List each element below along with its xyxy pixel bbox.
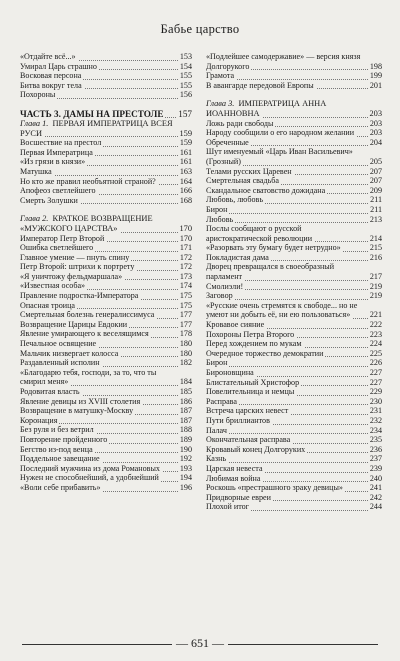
toc-entry[interactable] xyxy=(206,186,382,196)
entry-title: Без руля и без ветрил xyxy=(20,425,94,435)
entry-page-number: 187 xyxy=(179,415,192,425)
entry-title: Похороны Петра Второго xyxy=(206,329,295,339)
toc-entry[interactable] xyxy=(206,128,382,138)
entry-page-number: 161 xyxy=(179,157,192,167)
entry-title: ПЕРВАЯ ИМПЕРАТРИЦА ВСЕЯ РУСИ xyxy=(20,118,173,138)
toc-entry[interactable] xyxy=(20,464,192,474)
entry-title: ЧАСТЬ 3. ДАМЫ НА ПРЕСТОЛЕ xyxy=(20,108,164,119)
entry-title: Но кто же правил необъятной страной? xyxy=(20,176,156,186)
entry-page-number: 184 xyxy=(179,377,192,387)
entry-title: Апофеоз светлейшего xyxy=(20,186,96,196)
entry-title: Опасная троица xyxy=(20,300,76,310)
page-number: — 651 — xyxy=(176,636,224,650)
entry-title: Родовитая власть xyxy=(20,387,80,396)
toc-entry[interactable] xyxy=(206,368,382,378)
toc-entry[interactable] xyxy=(20,416,192,426)
toc-entry[interactable] xyxy=(206,243,382,253)
toc-entry[interactable] xyxy=(20,349,192,359)
toc-entry[interactable] xyxy=(20,435,192,445)
chapter-number: Глава 3. xyxy=(206,99,237,109)
entry-page-number: 205 xyxy=(369,156,382,166)
toc-entry[interactable] xyxy=(206,406,382,416)
entry-title: Любимая война xyxy=(206,473,261,483)
toc-entry[interactable] xyxy=(206,358,382,368)
entry-title: «Воли себе прибавить» xyxy=(20,482,101,492)
toc-entry[interactable] xyxy=(20,291,192,301)
entry-page-number: 217 xyxy=(369,272,382,282)
entry-title: Матушка xyxy=(20,166,52,176)
toc-entry[interactable] xyxy=(20,310,192,320)
toc-entry[interactable] xyxy=(206,291,382,301)
entry-page-number: 164 xyxy=(179,176,192,186)
toc-entry[interactable] xyxy=(206,262,382,281)
toc-entry[interactable] xyxy=(20,339,192,349)
entry-title: Бирон xyxy=(206,204,228,214)
entry-page-number: 186 xyxy=(179,396,192,406)
toc-entry[interactable] xyxy=(206,416,382,426)
entry-title: Роскошь «престрашного зраку девицы» xyxy=(206,483,343,493)
toc-entry[interactable] xyxy=(20,138,192,148)
toc-entry[interactable] xyxy=(20,90,192,100)
toc-entry[interactable] xyxy=(206,224,382,243)
entry-page-number: 172 xyxy=(179,262,192,272)
toc-entry[interactable] xyxy=(206,349,382,359)
toc-entry[interactable] xyxy=(206,119,382,129)
entry-title: Встреча царских невест xyxy=(206,406,289,416)
toc-entry[interactable] xyxy=(206,215,382,225)
entry-page-number: 203 xyxy=(369,118,382,128)
entry-title: Плохой итог xyxy=(206,502,249,512)
toc-entry[interactable] xyxy=(206,205,382,215)
entry-title: «Известная особа» xyxy=(20,281,86,291)
entry-page-number: 237 xyxy=(369,454,382,464)
entry-title: Возвращение в матушку-Москву xyxy=(20,406,134,416)
entry-title: Нужен не способнейший, а удобнейший xyxy=(20,473,159,483)
dot-leader xyxy=(206,462,368,463)
entry-title: Повторение пройденного xyxy=(20,434,108,444)
entry-page-number: 178 xyxy=(179,329,192,339)
toc-entry[interactable] xyxy=(20,186,192,196)
toc-entry[interactable] xyxy=(20,253,192,263)
toc-entry[interactable] xyxy=(206,435,382,445)
entry-page-number: 163 xyxy=(179,166,192,176)
entry-page-number: 201 xyxy=(369,80,382,90)
entry-page-number: 156 xyxy=(179,90,192,100)
toc-entry[interactable] xyxy=(206,147,382,166)
entry-title: Последний мужчина из дома Романовых xyxy=(20,463,160,473)
entry-title: Печальное освящение xyxy=(20,339,97,349)
entry-page-number: 244 xyxy=(369,502,382,512)
toc-entry[interactable] xyxy=(20,281,192,291)
toc-entry[interactable] xyxy=(206,81,382,91)
entry-title: Умирал Царь страшно xyxy=(20,61,97,71)
entry-title: Император Петр Второй xyxy=(20,233,105,243)
entry-title: Казнь xyxy=(206,454,227,464)
entry-page-number: 203 xyxy=(369,128,382,138)
entry-title: Бироновщина xyxy=(206,368,254,377)
entry-title: «Отдайте всё...» xyxy=(20,52,76,61)
entry-page-number: 194 xyxy=(179,473,192,483)
entry-title: ИМПЕРАТРИЦА АННА ИОАННОВНА xyxy=(206,99,327,118)
toc-entry[interactable] xyxy=(20,234,192,244)
entry-page-number: 211 xyxy=(370,195,382,205)
entry-page-number: 224 xyxy=(369,339,382,349)
toc-entry[interactable] xyxy=(20,387,192,397)
entry-title: Ложь ради свободы xyxy=(206,118,274,128)
toc-entry[interactable] xyxy=(20,196,192,206)
entry-title: Главное умение — пнуть спину xyxy=(20,252,130,262)
entry-page-number: 204 xyxy=(369,137,382,147)
entry-page-number: 207 xyxy=(369,166,382,176)
entry-page-number: 196 xyxy=(179,482,192,492)
chapter-number: Глава 1. xyxy=(20,118,51,128)
entry-title: Окончательная расправа xyxy=(206,435,291,445)
entry-page-number: 171 xyxy=(179,243,192,253)
entry-page-number: 223 xyxy=(369,329,382,339)
entry-page-number: 225 xyxy=(369,348,382,358)
toc-entry[interactable] xyxy=(206,378,382,388)
toc-entry[interactable] xyxy=(206,445,382,455)
entry-page-number: 173 xyxy=(179,271,192,281)
toc-entry[interactable] xyxy=(206,138,382,148)
toc-entry[interactable] xyxy=(206,464,382,474)
entry-page-number: 154 xyxy=(179,61,192,71)
entry-page-number: 180 xyxy=(179,348,192,358)
toc-entry[interactable] xyxy=(206,52,382,71)
dot-leader xyxy=(206,366,368,367)
entry-page-number: 157 xyxy=(178,108,192,119)
entry-page-number: 155 xyxy=(179,80,192,90)
entry-title: Правление подростка-Императора xyxy=(20,291,139,301)
entry-page-number: 213 xyxy=(369,214,382,224)
entry-page-number: 235 xyxy=(369,435,382,445)
entry-title: Коронация xyxy=(20,415,58,425)
entry-page-number: 175 xyxy=(179,291,192,301)
toc-entry[interactable] xyxy=(206,195,382,205)
entry-page-number: 172 xyxy=(179,252,192,262)
entry-title: Покладистая дама xyxy=(206,252,269,262)
entry-title: Битва вокруг тела xyxy=(20,80,82,90)
entry-title: Телами русских Царевен xyxy=(206,166,292,176)
toc-entry[interactable] xyxy=(206,176,382,186)
entry-page-number: 214 xyxy=(369,233,382,243)
entry-page-number: 227 xyxy=(369,377,382,387)
toc-entry[interactable] xyxy=(20,329,192,339)
entry-title: Смолиэли! xyxy=(206,281,244,291)
toc-entry[interactable] xyxy=(20,177,192,187)
toc-entry[interactable] xyxy=(206,483,382,493)
entry-title: Скандальное сватовство дожидана xyxy=(206,185,326,195)
entry-page-number: 177 xyxy=(179,310,192,320)
entry-page-number: 174 xyxy=(179,281,192,291)
entry-page-number: 219 xyxy=(369,281,382,291)
toc-entry[interactable] xyxy=(206,301,382,320)
entry-title: Первая Императрица xyxy=(20,147,93,157)
entry-page-number: 199 xyxy=(369,71,382,81)
toc-entry[interactable] xyxy=(206,320,382,330)
entry-title: Раздавленный исполин xyxy=(20,358,100,368)
toc-entry[interactable] xyxy=(20,157,192,167)
toc-entry[interactable] xyxy=(20,167,192,177)
section-gap xyxy=(20,205,192,214)
entry-title: «Разорвать эту бумагу будет нетрудно» xyxy=(206,243,341,253)
entry-title: Дворец превращался в своеобразный парламент xyxy=(206,262,335,282)
entry-page-number: 215 xyxy=(369,243,382,253)
entry-page-number: 231 xyxy=(369,406,382,416)
entry-title: Шут именуемый «Царь Иван Васильевич» (Грозный) xyxy=(206,147,353,166)
entry-title: Восковая персона xyxy=(20,71,82,81)
toc-entry[interactable] xyxy=(20,368,192,387)
toc-entry[interactable] xyxy=(20,148,192,158)
toc-entry[interactable] xyxy=(206,426,382,436)
entry-page-number: 242 xyxy=(369,492,382,502)
entry-title: Явление девицы из XVIII столетия xyxy=(20,396,141,406)
entry-title: Поддельное завещание xyxy=(20,454,100,464)
entry-title: Придворные евреи xyxy=(206,492,271,502)
entry-title: Смерть Золушки xyxy=(20,195,78,205)
toc-entry[interactable] xyxy=(20,406,192,416)
toc-entry[interactable] xyxy=(206,282,382,292)
entry-page-number: 168 xyxy=(179,195,192,205)
toc-entry[interactable] xyxy=(206,167,382,177)
toc-entry[interactable] xyxy=(20,52,192,62)
toc-entry[interactable] xyxy=(20,71,192,81)
entry-title: Возвращение Царицы Евдокии xyxy=(20,319,128,329)
section-gap xyxy=(20,100,192,109)
entry-page-number: 155 xyxy=(179,71,192,81)
entry-page-number: 232 xyxy=(369,415,382,425)
entry-page-number: 190 xyxy=(179,444,192,454)
entry-title: Расправа xyxy=(206,396,237,406)
entry-page-number: 222 xyxy=(369,320,382,330)
running-header: Бабье царство xyxy=(160,22,240,36)
entry-title: КРАТКОЕ ВОЗВРАЩЕНИЕ «МУЖСКОГО ЦАРСТВА» xyxy=(20,214,153,233)
entry-page-number: 175 xyxy=(179,300,192,310)
entry-page-number: 211 xyxy=(370,204,382,214)
entry-page-number: 170 xyxy=(179,233,192,243)
toc-entry[interactable] xyxy=(20,397,192,407)
entry-page-number: 198 xyxy=(369,61,382,71)
entry-title: Петр Второй: штрихи к портрету xyxy=(20,262,135,272)
toc-entry[interactable] xyxy=(206,71,382,81)
entry-page-number: 177 xyxy=(179,319,192,329)
toc-entry[interactable] xyxy=(206,397,382,407)
entry-page-number: 193 xyxy=(179,463,192,473)
entry-title: Любовь xyxy=(206,214,234,224)
entry-page-number: 207 xyxy=(369,176,382,186)
entry-title: Народу сообщили о его народном желании xyxy=(206,128,355,138)
entry-title: Грамота xyxy=(206,71,235,81)
entry-title: Смертельная свадьба xyxy=(206,176,280,186)
chapter-number: Глава 2. xyxy=(20,214,51,224)
toc-entry[interactable] xyxy=(20,473,192,483)
entry-title: Смертельная болезнь генералиссимуса xyxy=(20,310,155,320)
toc-entry[interactable] xyxy=(206,387,382,397)
entry-title: Бирон xyxy=(206,358,228,368)
dot-leader xyxy=(206,433,368,434)
toc-entry[interactable] xyxy=(206,502,382,512)
toc-part-heading[interactable] xyxy=(20,109,192,119)
entry-title: В авангарде передовой Европы xyxy=(206,80,314,90)
toc-right-column xyxy=(206,52,382,512)
entry-page-number: 182 xyxy=(179,358,192,368)
toc-entry[interactable] xyxy=(20,62,192,72)
toc-entry[interactable] xyxy=(20,262,192,272)
entry-title: Кровавое сияние xyxy=(206,320,265,330)
entry-page-number: 239 xyxy=(369,463,382,473)
entry-page-number: 170 xyxy=(179,223,192,233)
entry-page-number: 188 xyxy=(179,425,192,435)
toc-entry[interactable] xyxy=(20,301,192,311)
entry-title: Обреченные xyxy=(206,137,249,147)
toc-left-column xyxy=(20,52,192,493)
entry-title: Пути бриллиантов xyxy=(206,415,270,425)
entry-page-number: 230 xyxy=(369,396,382,406)
entry-title: Повелительница и немцы xyxy=(206,387,295,397)
toc-entry[interactable] xyxy=(206,330,382,340)
entry-title: Похороны xyxy=(20,90,56,100)
entry-page-number: 227 xyxy=(369,368,382,377)
toc-entry[interactable] xyxy=(20,454,192,464)
toc-entry[interactable] xyxy=(20,320,192,330)
page-footer xyxy=(0,636,400,651)
toc-entry[interactable] xyxy=(20,243,192,253)
entry-page-number: 189 xyxy=(179,434,192,444)
footer-rule-left xyxy=(22,644,172,645)
entry-title: «Подлейшее самодержавие» — версия князя Долгорукого xyxy=(206,52,361,71)
toc-chapter-heading[interactable] xyxy=(20,119,192,138)
entry-title: Блистательный Христофор xyxy=(206,377,300,387)
entry-page-number: 153 xyxy=(179,52,192,61)
toc-entry[interactable] xyxy=(206,454,382,464)
toc-entry[interactable] xyxy=(206,339,382,349)
entry-title: Палач xyxy=(206,425,227,435)
toc-chapter-heading[interactable] xyxy=(206,99,382,118)
entry-page-number: 229 xyxy=(369,387,382,397)
entry-title: Заговор xyxy=(206,291,233,301)
entry-title: Мальчик низвергает колосса xyxy=(20,348,119,358)
entry-title: «Благодарю тебя, господи, за то, что ты смирил меня» xyxy=(20,367,157,387)
toc-entry[interactable] xyxy=(20,483,192,493)
entry-page-number: 166 xyxy=(179,186,192,196)
entry-page-number: 236 xyxy=(369,444,382,454)
entry-page-number: 240 xyxy=(369,473,382,483)
entry-page-number: 192 xyxy=(179,454,192,464)
entry-title: Бегство из-под венца xyxy=(20,444,93,454)
entry-page-number: 219 xyxy=(369,291,382,301)
entry-title: Послы сообщают о русской аристократической революции xyxy=(206,224,313,243)
entry-title: «Я уничтожу фельдмаршала» xyxy=(20,271,123,281)
entry-page-number: 216 xyxy=(369,252,382,262)
entry-page-number: 161 xyxy=(179,147,192,157)
entry-page-number: 234 xyxy=(369,425,382,435)
dot-leader xyxy=(206,213,368,214)
entry-title: Перед хождением по мукам xyxy=(206,339,302,349)
entry-title: «Русские очень стремятся к свободе... но не умеют ни добыть её, ни ею пользоваться» xyxy=(206,300,358,320)
toc-entry[interactable] xyxy=(206,474,382,484)
entry-title: Явление умирающего к веселящимся xyxy=(20,329,149,339)
toc-entry[interactable] xyxy=(20,425,192,435)
entry-page-number: 187 xyxy=(179,406,192,416)
entry-page-number: 180 xyxy=(179,339,192,349)
entry-title: Кровавый конец Долгоруких xyxy=(206,444,306,454)
entry-page-number: 209 xyxy=(369,185,382,195)
toc-entry[interactable] xyxy=(206,493,382,503)
entry-title: Очередное торжество демократии xyxy=(206,348,324,358)
entry-title: Ошибка светлейшего xyxy=(20,243,94,253)
entry-page-number: 159 xyxy=(179,138,192,148)
toc-entry[interactable] xyxy=(20,445,192,455)
toc-entry[interactable] xyxy=(20,81,192,91)
entry-page-number: 203 xyxy=(369,108,382,118)
entry-page-number: 221 xyxy=(369,310,382,320)
entry-title: Любовь, любовь xyxy=(206,195,264,205)
toc-chapter-heading[interactable] xyxy=(20,214,192,233)
entry-title: Восшествие на престол xyxy=(20,138,102,148)
entry-title: «Из грязи в князи» xyxy=(20,157,86,167)
entry-page-number: 241 xyxy=(369,483,382,493)
entry-page-number: 159 xyxy=(179,128,192,138)
footer-rule-right xyxy=(228,644,378,645)
entry-page-number: 226 xyxy=(369,358,382,368)
page-number-value: 651 xyxy=(191,636,209,650)
entry-page-number: 185 xyxy=(179,387,192,396)
toc-entry[interactable] xyxy=(20,358,192,368)
entry-title: Царская невеста xyxy=(206,463,263,473)
